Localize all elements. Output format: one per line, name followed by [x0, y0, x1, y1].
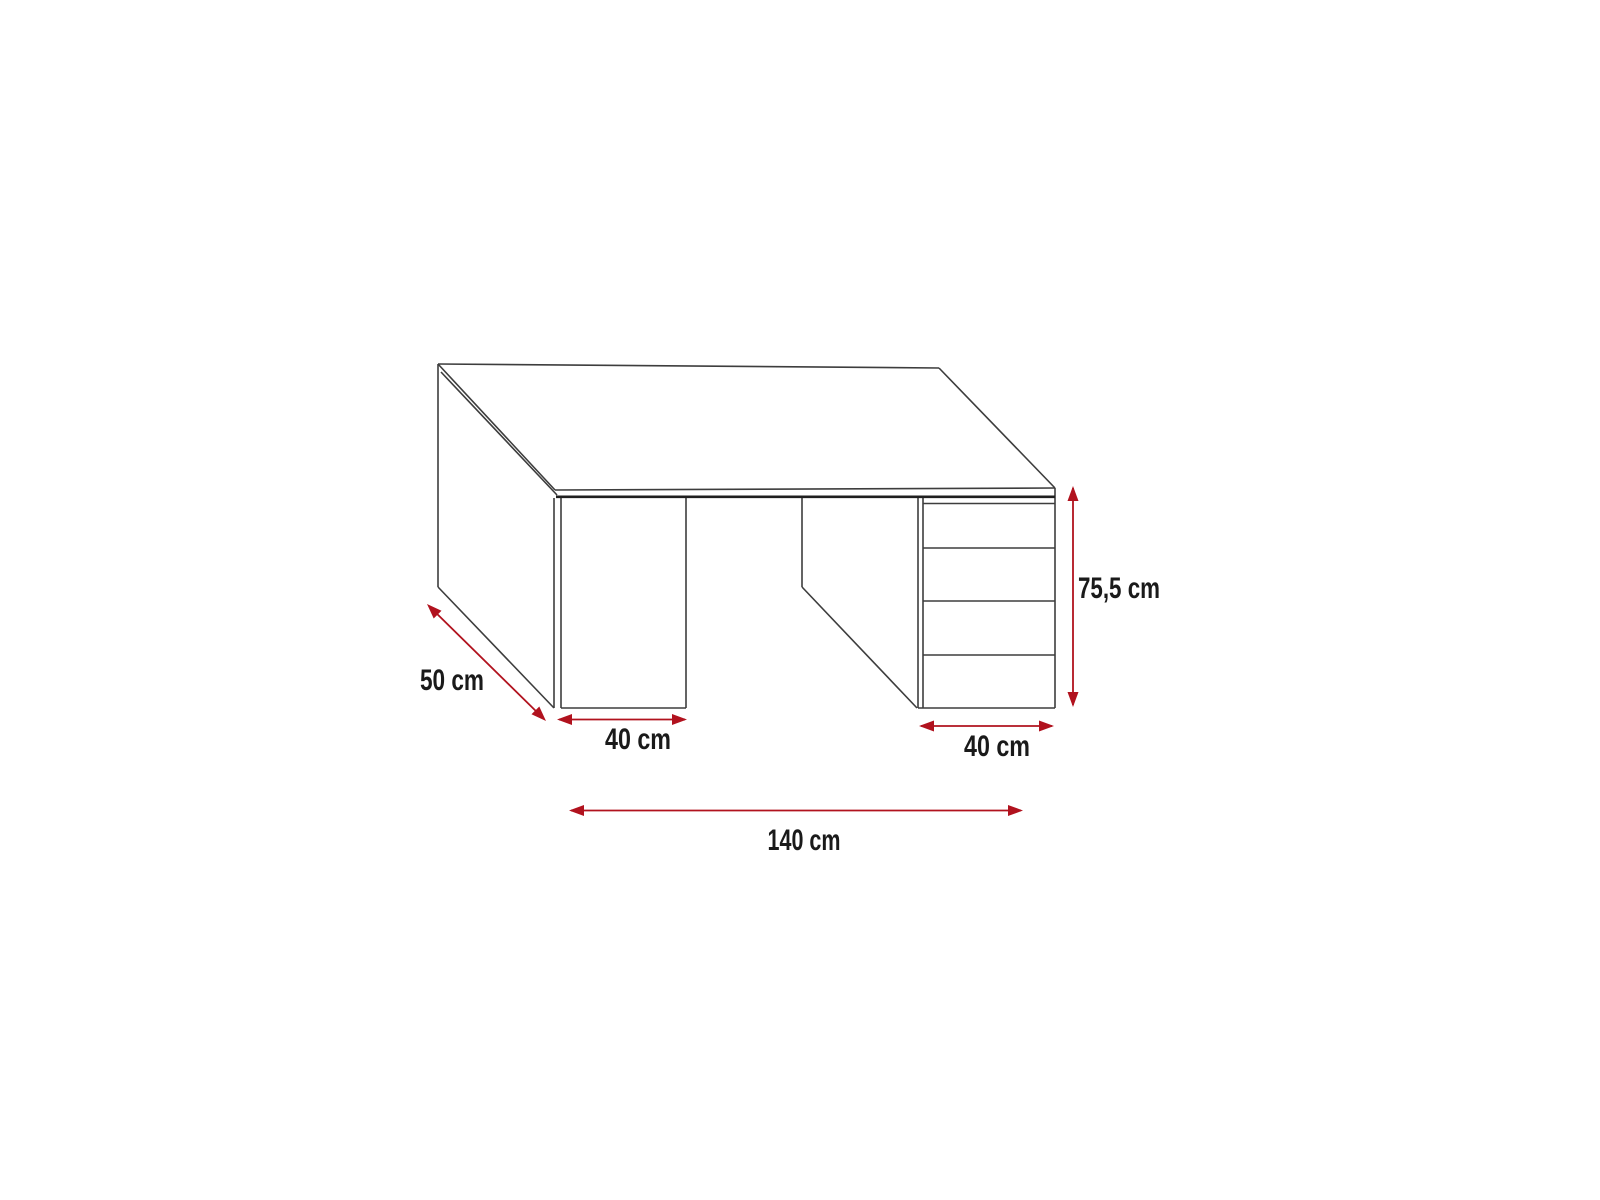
arrowhead-icon [1039, 721, 1054, 732]
arrowhead-icon [1008, 805, 1023, 816]
total-width-dimension [569, 805, 1023, 857]
desk-drawing [438, 364, 1055, 708]
height-dimension [1068, 486, 1161, 707]
dimension-line [429, 606, 544, 719]
depth-label: 50 cm [420, 664, 484, 697]
desktop-back-edge [438, 364, 939, 368]
arrowhead-icon [557, 714, 572, 725]
partition-bottom-edge [802, 587, 917, 708]
arrowhead-icon [919, 721, 934, 732]
left-compartment-width-label: 40 cm [605, 723, 671, 756]
arrowhead-icon [569, 805, 584, 816]
left-side-panel [438, 364, 554, 708]
desktop-right-edge [939, 368, 1055, 488]
desktop-left-edge-outer [438, 364, 555, 490]
desktop-front-edge-top [555, 488, 1055, 490]
middle-partition [802, 497, 917, 708]
right-compartment-width-label: 40 cm [964, 730, 1030, 763]
height-label: 75,5 cm [1078, 572, 1160, 605]
right-compartment-width-dimension [919, 721, 1054, 764]
left-compartment-width-dimension [557, 714, 687, 756]
dimension-annotations [420, 486, 1160, 857]
desktop-left-edge-inner [441, 372, 557, 495]
desktop [438, 364, 1055, 497]
arrowhead-icon [1068, 692, 1079, 707]
depth-dimension [420, 604, 546, 721]
total-width-label: 140 cm [767, 824, 841, 857]
left-pedestal [561, 498, 686, 708]
drawer-unit [918, 497, 1055, 708]
arrowhead-icon [1068, 486, 1079, 501]
arrowhead-icon [672, 714, 687, 725]
